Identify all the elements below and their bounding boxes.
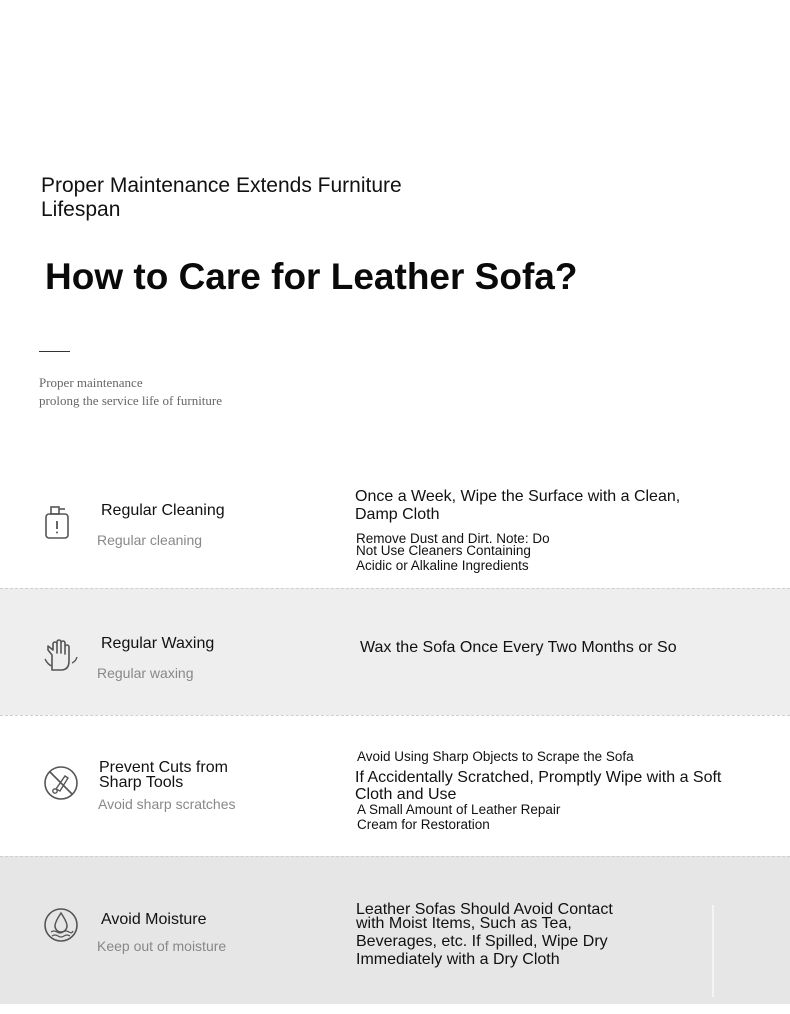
tip-subtitle: Regular waxing <box>97 665 194 681</box>
cleaning-spray-icon <box>42 505 72 539</box>
divider <box>712 905 714 997</box>
tip-title-line: Sharp Tools <box>99 774 184 791</box>
tip-title-line: Prevent Cuts from <box>99 759 228 776</box>
tip-subtitle: Regular cleaning <box>97 532 203 548</box>
page-subtitle: Proper Maintenance Extends Furniture Lifespan <box>41 174 402 221</box>
tip-heading-line: Leather Sofas Should Avoid Contact <box>356 901 613 918</box>
tip-heading-line: Beverages, etc. If Spilled, Wipe Dry <box>356 933 608 950</box>
tip-heading-line: If Accidentally Scratched, Promptly Wipe with a Soft <box>355 769 722 786</box>
tip-heading-line: Cloth and Use <box>355 786 457 803</box>
tip-subtitle: Keep out of moisture <box>97 938 227 954</box>
tip-detail <box>356 531 586 573</box>
tip-heading: Wax the Sofa Once Every Two Months or So <box>360 639 677 656</box>
tip-title: Regular Cleaning <box>101 502 225 519</box>
tip-heading-line: with Moist Items, Such as Tea, <box>356 915 572 932</box>
tip-heading: Once a Week, Wipe the Surface with a Clean, Damp Cloth <box>355 488 681 523</box>
tip-heading <box>355 769 765 803</box>
tip-title: Avoid Moisture <box>101 911 207 928</box>
tip-detail-line: Remove Dust and Dirt. Note: Do <box>356 531 550 546</box>
tip-detail-line: Cream for Restoration <box>357 817 490 832</box>
tagline-line: prolong the service life of furniture <box>39 393 223 408</box>
tip-title <box>99 760 228 790</box>
tip-line: Avoid Using Sharp Objects to Scrape the Sofa <box>357 749 634 764</box>
tip-detail-line: Not Use Cleaners Containing <box>356 543 531 558</box>
water-drop-icon <box>43 907 79 943</box>
tip-subtitle: Avoid sharp scratches <box>98 796 236 812</box>
tip-heading-line: Immediately with a Dry Cloth <box>356 951 560 968</box>
tip-detail-line: A Small Amount of Leather Repair <box>357 802 561 817</box>
tip-title: Regular Waxing <box>101 635 215 652</box>
tip-detail <box>357 802 617 832</box>
tip-heading <box>356 901 676 969</box>
tagline <box>39 374 279 410</box>
tagline-line: Proper maintenance <box>39 375 143 390</box>
glove-hand-icon <box>43 639 79 673</box>
divider <box>39 351 70 352</box>
tip-detail-line: Acidic or Alkaline Ingredients <box>356 558 529 573</box>
page-title: How to Care for Leather Sofa? <box>45 256 578 297</box>
no-sharp-tools-icon <box>43 765 79 801</box>
